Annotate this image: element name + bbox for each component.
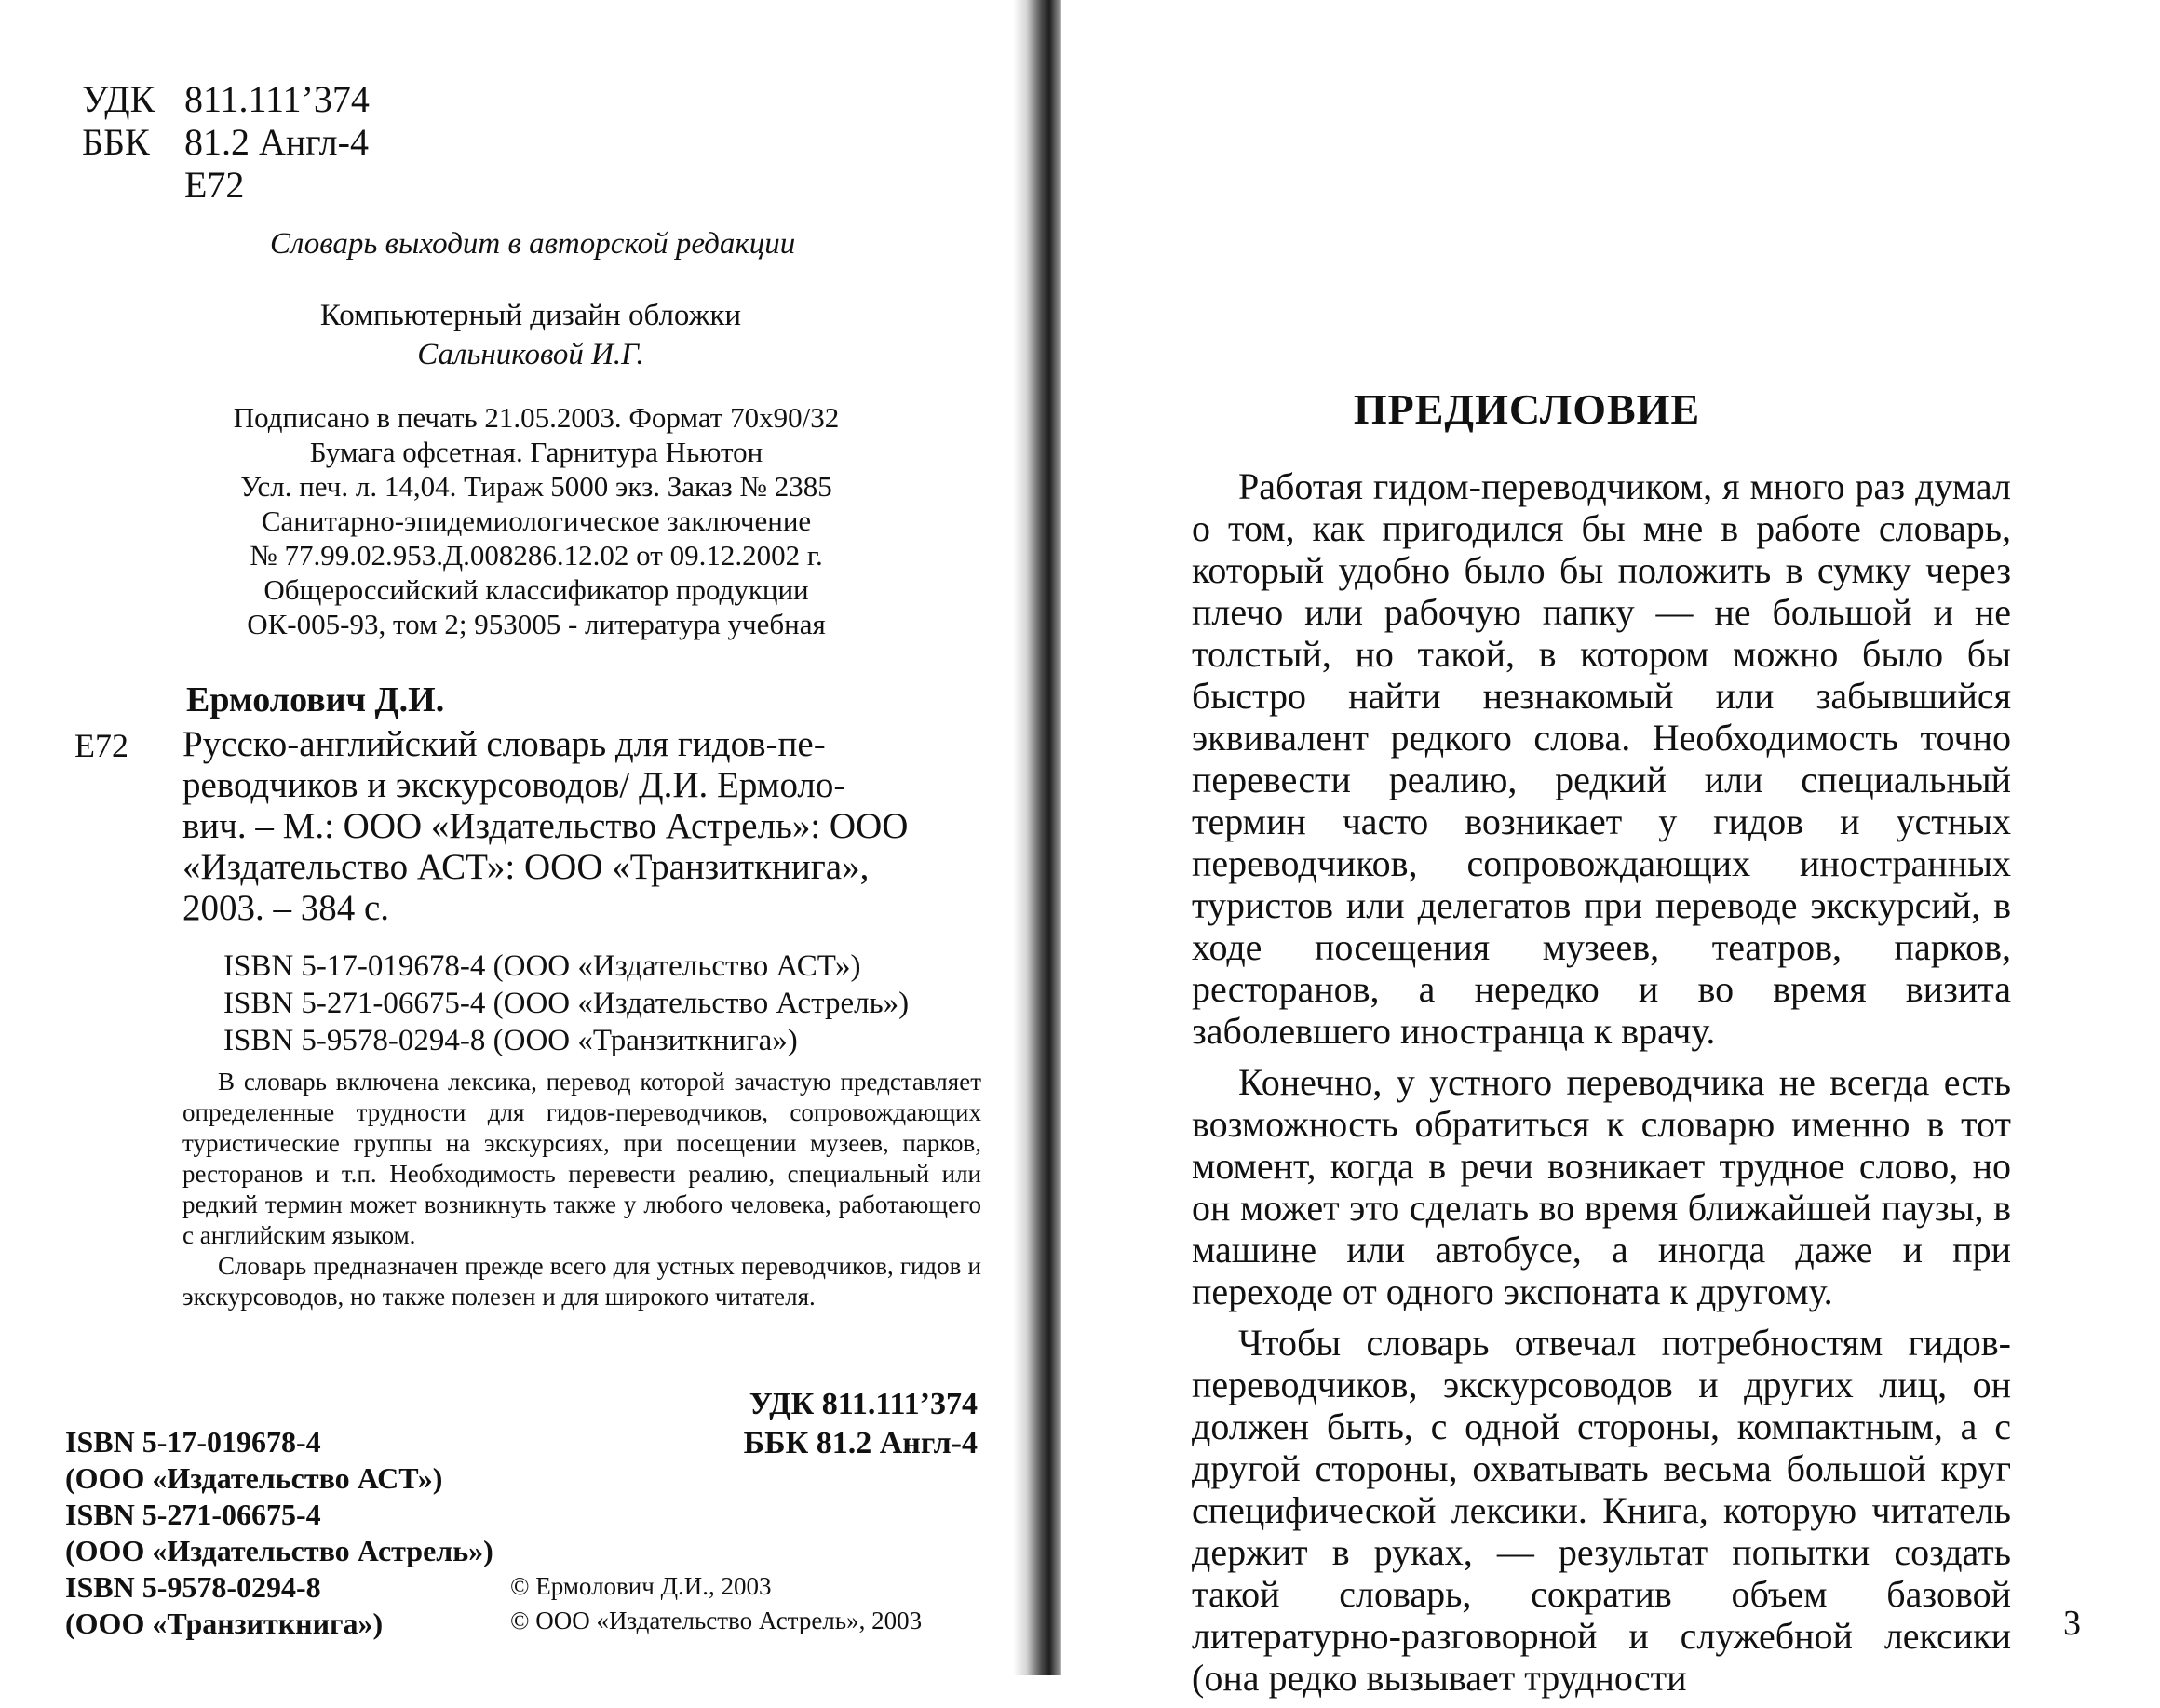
isbn-bottom-line: (ООО «Издательство Астрель») [65, 1534, 493, 1567]
imprint-line: Общероссийский классификатор продукции [263, 573, 809, 606]
right-page-preface [1061, 0, 2160, 1699]
imprint-line: № 77.99.02.953.Д.008286.12.02 от 09.12.2002 г. [250, 539, 823, 572]
preface-heading: ПРЕДИСЛОВИЕ [1353, 385, 1701, 433]
bib-line: Русско-английский словарь для гидов-пе- [182, 724, 826, 764]
isbn-list [223, 948, 909, 1059]
margin-code: Е72 [74, 727, 128, 764]
cover-designer-name: Сальниковой И.Г. [417, 338, 644, 371]
bbk-bottom: ББК 81.2 Англ-4 [743, 1426, 978, 1460]
isbn-bottom-line: ISBN 5-9578-0294-8 [65, 1570, 321, 1604]
copyright-line: © ООО «Издательство Астрель», 2003 [510, 1607, 923, 1634]
isbn-bottom-line: ISBN 5-17-019678-4 [65, 1425, 321, 1459]
isbn-bottom-line: (ООО «Издательство АСТ») [65, 1461, 443, 1495]
author-code: Е72 [184, 164, 245, 206]
bib-line: 2003. – 384 с. [182, 888, 390, 928]
preface-paragraph: Конечно, у устного переводчика не всегда есть возможность обратиться к словарю именно в тот момент, когда в речи возникает трудное слово, но он может это сделать во время ближайшей паузы, в машине или автобусе, а иногда даже и при переходе от одного экспоната к другому. [1192, 1061, 2011, 1312]
bib-line: реводчиков и экскурсоводов/ Д.И. Ермоло- [182, 765, 846, 805]
isbn-line: ISBN 5-271-06675-4 (ООО «Издательство Астрель») [223, 987, 910, 1020]
imprint-line: Бумага офсетная. Гарнитура Ньютон [309, 436, 763, 468]
preface-body [1192, 465, 2011, 1708]
bbk-value: 81.2 Англ-4 [184, 121, 369, 163]
bib-line: вич. – М.: ООО «Издательство Астрель»: ООО [182, 806, 909, 846]
print-imprint [220, 400, 853, 641]
imprint-line: Санитарно-эпидемиологическое заключение [261, 504, 812, 537]
bibliographic-description [182, 724, 983, 929]
copyright-block [510, 1569, 922, 1638]
isbn-line: ISBN 5-17-019678-4 (ООО «Издательство АСТ») [223, 949, 861, 983]
udk-bottom: УДК 811.111’374 [749, 1387, 978, 1421]
author-edition-note: Словарь выходит в авторской редакции [270, 227, 796, 261]
annotation-paragraph: Словарь предназначен прежде всего для устных переводчиков, гидов и экскурсоводов, но также полезен и для широкого читателя. [182, 1252, 981, 1311]
copyright-line: © Ермолович Д.И., 2003 [510, 1572, 772, 1600]
preface-paragraph: Чтобы словарь отвечал потребностям гидов-переводчиков, экскурсоводов и других лиц, он должен быть, с одной стороны, компактным, а с другой стороны, охватывать весьма большой круг специфической лексики. Книга, которую читатель держит в руках, — результат попытки создать такой словарь, сократив объем базовой литературно-разговорной и служебной лексики (она редко вызывает трудности [1192, 1322, 2011, 1699]
left-page-imprint [0, 0, 1033, 1675]
bib-line: «Издательство АСТ»: ООО «Транзиткнига», [182, 847, 870, 887]
imprint-line: Усл. печ. л. 14,04. Тираж 5000 экз. Заказ № 2385 [240, 470, 832, 503]
classification-block [82, 78, 370, 207]
annotation [182, 1067, 981, 1312]
bbk-label: ББК [82, 121, 150, 163]
isbn-bottom-block [65, 1424, 493, 1642]
book-spine-shadow [1013, 0, 1065, 1675]
classification-bottom [744, 1385, 978, 1463]
imprint-line: Подписано в печать 21.05.2003. Формат 70x90/32 [233, 401, 840, 434]
udk-label: УДК [82, 78, 155, 120]
annotation-paragraph: В словарь включена лексика, перевод которой зачастую представляет определенные трудности для гидов-переводчиков, сопровождающих туристические группы на экскурсиях, при посещении музеев, парков, ресторанов и т.п. Необходимость перевести реалию, специальный или редкий термин может возникнуть также у любого человека, работающего с английским языком. [182, 1068, 981, 1249]
isbn-bottom-line: (ООО «Транзиткнига») [65, 1607, 384, 1640]
cover-design-credit [270, 296, 791, 374]
isbn-bottom-line: ISBN 5-271-06675-4 [65, 1498, 321, 1531]
isbn-line: ISBN 5-9578-0294-8 (ООО «Транзиткнига») [223, 1024, 798, 1057]
preface-paragraph: Работая гидом-переводчиком, я много раз думал о том, как пригодился бы мне в работе словарь, который удобно было бы положить в сумку через плечо или рабочую папку — не большой и не толстый, но такой, в котором можно было бы быстро найти незнакомый или забывшийся эквивалент редкого слова. Необходимость точно перевести реалию, редкий или специальный термин часто возникает у гидов и устных переводчиков, сопровождающих иностранных туристов или делегатов при переводе экскурсий, в ходе посещения музеев, театров, парков, ресторанов, а нередко и во время визита заболевшего иностранца к врачу. [1192, 465, 2011, 1052]
cover-design-line: Компьютерный дизайн обложки [319, 299, 742, 332]
udk-value: 811.111’374 [184, 78, 370, 120]
author-name: Ермолович Д.И. [186, 680, 445, 720]
imprint-line: ОК-005-93, том 2; 953005 - литература учебная [247, 608, 826, 640]
bbk-line [82, 121, 370, 164]
page-number: 3 [2063, 1604, 2081, 1643]
udk-line [82, 78, 370, 121]
